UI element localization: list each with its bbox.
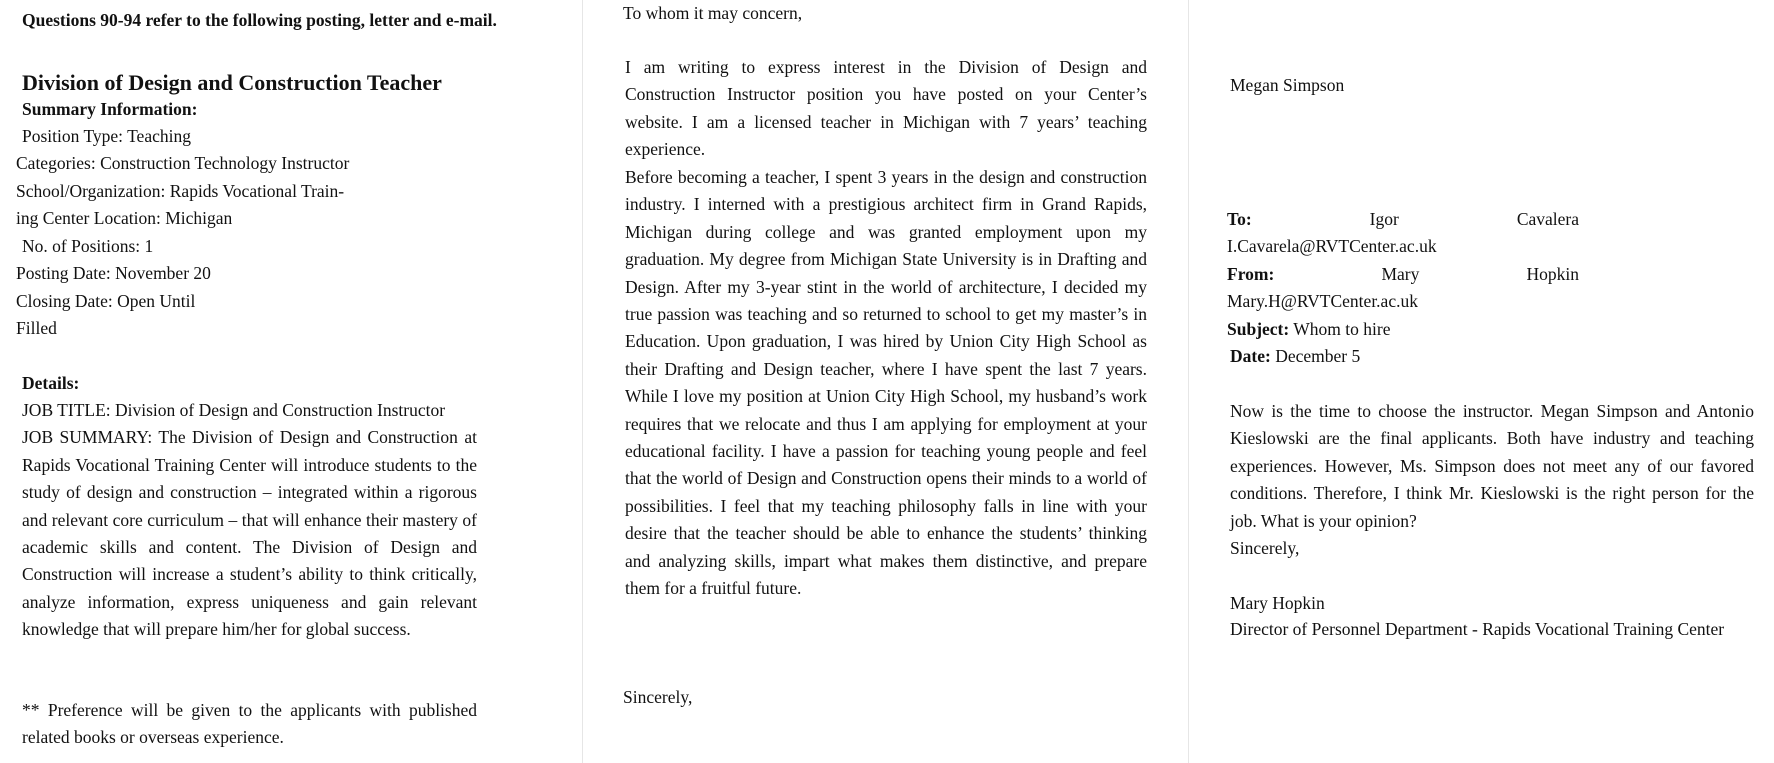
to-first-name: Igor bbox=[1369, 209, 1399, 229]
categories: Categories: Construction Technology Instructor bbox=[16, 153, 350, 173]
closing-date-line1: Closing Date: Open Until bbox=[16, 291, 196, 311]
number-of-positions: No. of Positions: 1 bbox=[22, 236, 154, 256]
email-signature-title: Director of Personnel Department - Rapids Vocational Training Center bbox=[1230, 619, 1725, 639]
job-posting-column bbox=[0, 0, 582, 763]
position-type: Position Type: Teaching bbox=[22, 126, 191, 146]
from-first-name: Mary bbox=[1381, 264, 1420, 284]
summary-heading: Summary Information: bbox=[22, 99, 198, 119]
subject-label: Subject: bbox=[1227, 319, 1290, 339]
to-label: To: bbox=[1227, 209, 1252, 229]
letter-paragraph-2: Before becoming a teacher, I spent 3 years in the design and construction industry. I interned with a prestigious architect firm in Grand Rapids, Michigan during college and was granted employment upon my graduation. My degree from Michigan State University is in Drafting and Design. After my 3-year stint in the world of architecture, I decided my true passion was teaching and so returned to school to get my master’s in Education. Upon graduation, I was hired by Union City High School as their Drafting and Design teacher, where I have spent the last 7 years. While I love my position at Union City High School, my husband’s work requires that we relocate and thus I am applying for employment at your educational facility. I have a passion for teaching young people and feel that the world of Design and Construction opens their minds to a world of possibilities. I feel that my teaching philosophy falls in line with your desire that the teacher should be able to enhance the students’ thinking and analyzing skills, impart what makes them distinctive, and prepare them for a fruitful future. bbox=[625, 167, 1147, 599]
letter-closing: Sincerely, bbox=[623, 687, 693, 707]
email-date-row bbox=[1230, 343, 1360, 370]
email-to-row bbox=[1227, 206, 1579, 233]
email-signature-name: Mary Hopkin bbox=[1230, 593, 1325, 613]
date-label: Date: bbox=[1230, 346, 1271, 366]
letter-paragraph-1: I am writing to express interest in the Division of Design and Construction Instructor position you have posted on your Center’s website. I am a licensed teacher in Michigan with 7 years’ teaching experience. bbox=[625, 57, 1147, 160]
closing-date-line2: Filled bbox=[16, 318, 57, 338]
email-body: Now is the time to choose the instructor. Megan Simpson and Antonio Kieslowski are the final applicants. Both have industry and teaching experiences. However, Ms. Simpson does not meet any of our favored conditions. Therefore, I think Mr. Kieslowski is the right person for the job. What is your opinion? bbox=[1230, 401, 1754, 531]
questions-instruction: Questions 90-94 refer to the following posting, letter and e-mail. bbox=[22, 10, 497, 30]
letter-salutation: To whom it may concern, bbox=[623, 3, 803, 23]
from-email-address: Mary.H@RVTCenter.ac.uk bbox=[1227, 291, 1418, 311]
subject-value: Whom to hire bbox=[1293, 319, 1391, 339]
email-column bbox=[1188, 0, 1774, 763]
to-last-name: Cavalera bbox=[1516, 209, 1579, 229]
school-organization-line1: School/Organization: Rapids Vocational Train- bbox=[16, 181, 345, 201]
email-from-row bbox=[1227, 261, 1579, 288]
posting-title: Division of Design and Construction Teacher bbox=[22, 70, 442, 95]
details-body bbox=[22, 397, 477, 644]
date-value: December 5 bbox=[1275, 346, 1361, 366]
email-subject-row bbox=[1227, 316, 1390, 343]
job-summary: JOB SUMMARY: The Division of Design and Construction at Rapids Vocational Training Center will introduce students to the study of design and construction – integrated within a rigorous and relevant core curriculum – that will enhance their mastery of academic skills and content. The Division of Design and Construction will increase a student’s ability to think critically, analyze information, express uniqueness and gain relevant knowledge that will prepare him/her for global success. bbox=[22, 427, 477, 640]
from-label: From: bbox=[1227, 264, 1275, 284]
cover-letter-column bbox=[582, 0, 1188, 763]
job-title: JOB TITLE: Division of Design and Construction Instructor bbox=[22, 400, 446, 420]
email-closing: Sincerely, bbox=[1230, 538, 1300, 558]
school-organization-line2: ing Center Location: Michigan bbox=[16, 208, 233, 228]
from-last-name: Hopkin bbox=[1526, 264, 1579, 284]
posting-date: Posting Date: November 20 bbox=[16, 263, 211, 283]
letter-signature-name: Megan Simpson bbox=[1230, 75, 1345, 95]
to-email-address: I.Cavarela@RVTCenter.ac.uk bbox=[1227, 236, 1437, 256]
preference-note: ** Preference will be given to the applicants with published related books or overseas experience. bbox=[22, 700, 477, 748]
details-heading: Details: bbox=[22, 373, 80, 393]
